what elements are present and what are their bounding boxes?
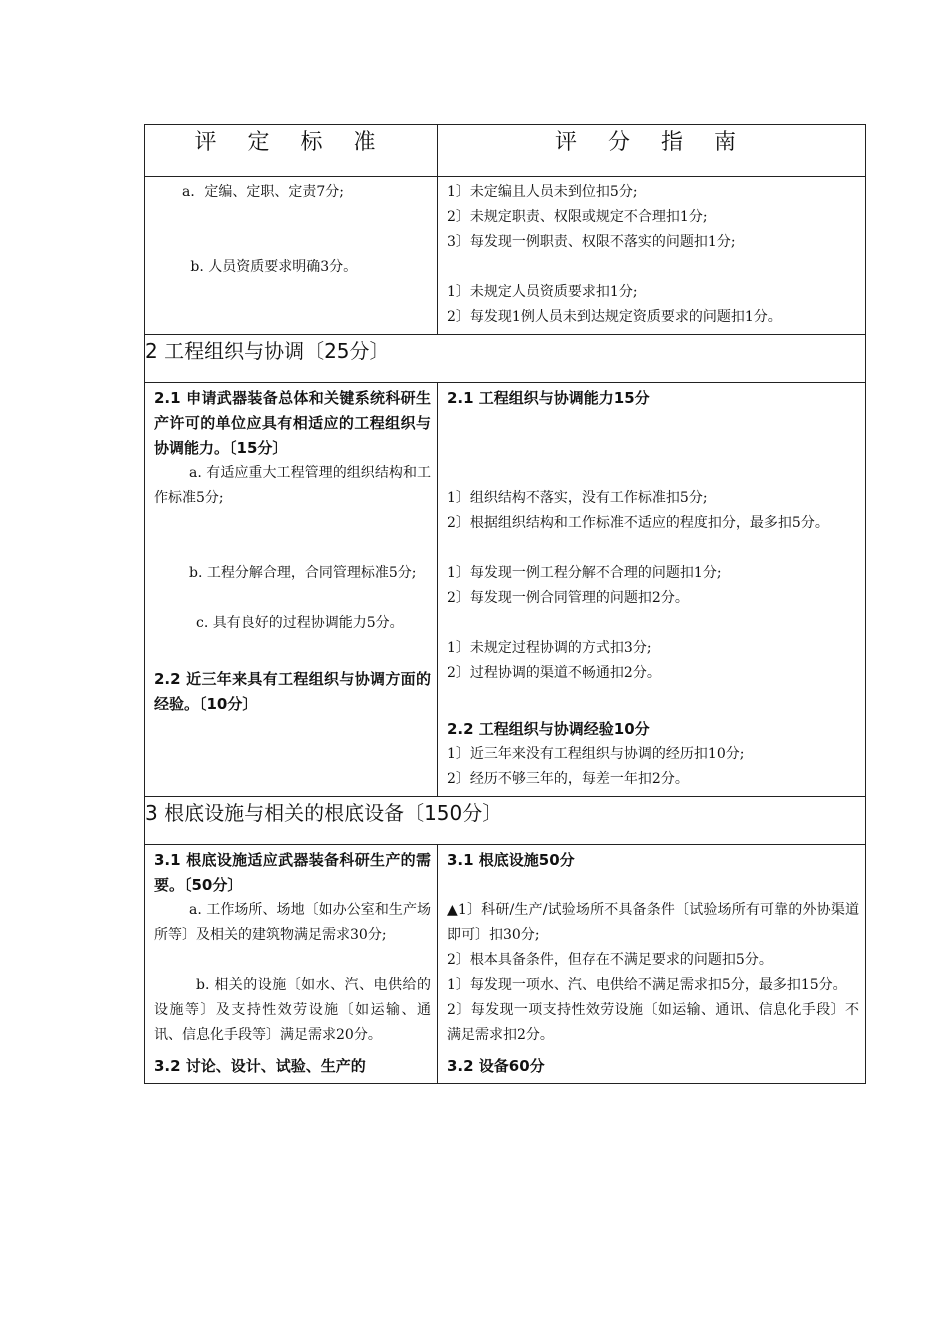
guide-item: 2〕每发现一项支持性效劳设施〔如运输、通讯、信息化手段〕不满足需求扣2分。 <box>447 1002 859 1043</box>
guide-cell <box>438 845 866 1084</box>
header-guide: 评 分 指 南 <box>438 125 866 177</box>
guide-item: 2〕根据组织结构和工作标准不适应的程度扣分，最多扣5分。 <box>447 515 829 531</box>
guide-item: 1〕近三年来没有工程组织与协调的经历扣10分; <box>447 746 745 762</box>
section-2-title: 2 工程组织与协调〔25分〕 <box>145 335 866 383</box>
section-row <box>145 797 866 845</box>
criterion-b: b. 人员资质要求明确3分。 <box>190 259 358 275</box>
subsection-2-1-criterion: 2.1 申请武器装备总体和关键系统科研生产许可的单位应具有相适应的工程组织与协调能力。〔15分〕 <box>154 389 431 457</box>
subsection-2-2-guide: 2.2 工程组织与协调经验10分 <box>447 720 650 738</box>
guide-item: 2〕过程协调的渠道不畅通扣2分。 <box>447 665 661 681</box>
section-row <box>145 335 866 383</box>
guide-item: 2〕每发现1例人员未到达规定资质要求的问题扣1分。 <box>447 309 782 325</box>
guide-item: ▲1〕科研/生产/试验场所不具备条件〔试验场所有可靠的外协渠道即可〕扣30分; <box>447 902 859 943</box>
guide-item: 2〕每发现一例合同管理的问题扣2分。 <box>447 590 689 606</box>
guide-item: 1〕未定编且人员未到位扣5分; <box>447 184 638 200</box>
subsection-3-2-guide: 3.2 设备60分 <box>447 1057 545 1075</box>
guide-item: 1〕每发现一例工程分解不合理的问题扣1分; <box>447 565 722 581</box>
criterion-b: b. 工程分解合理，合同管理标准5分; <box>189 565 417 581</box>
subsection-2-2-criterion: 2.2 近三年来具有工程组织与协调方面的经验。〔10分〕 <box>154 670 431 713</box>
criterion-c: c. 具有良好的过程协调能力5分。 <box>196 615 404 631</box>
table-row <box>145 383 866 797</box>
guide-item: 1〕未规定过程协调的方式扣3分; <box>447 640 652 656</box>
subsection-3-1-criterion: 3.1 根底设施适应武器装备科研生产的需要。〔50分〕 <box>154 851 431 894</box>
criteria-cell <box>145 845 438 1084</box>
subsection-3-1-guide: 3.1 根底设施50分 <box>447 851 575 869</box>
table-row <box>145 845 866 1084</box>
guide-cell <box>438 383 866 797</box>
criterion-a: a. 有适应重大工程管理的组织结构和工作标准5分; <box>154 465 431 506</box>
subsection-3-2-criterion: 3.2 讨论、设计、试验、生产的 <box>154 1057 366 1075</box>
guide-item: 1〕组织结构不落实，没有工作标准扣5分; <box>447 490 708 506</box>
criterion-a: a．定编、定职、定责7分; <box>182 184 344 200</box>
criterion-a: a. 工作场所、场地〔如办公室和生产场所等〕及相关的建筑物满足需求30分; <box>154 902 431 943</box>
guide-cell <box>438 177 866 335</box>
guide-item: 3〕每发现一例职责、权限不落实的问题扣1分; <box>447 234 736 250</box>
header-criteria: 评 定 标 准 <box>145 125 438 177</box>
guide-item: 1〕未规定人员资质要求扣1分; <box>447 284 638 300</box>
table-row <box>145 177 866 335</box>
criteria-cell <box>145 177 438 335</box>
subsection-2-1-guide: 2.1 工程组织与协调能力15分 <box>447 389 650 407</box>
guide-item: 1〕每发现一项水、汽、电供给不满足需求扣5分，最多扣15分。 <box>447 977 847 993</box>
guide-item: 2〕未规定职责、权限或规定不合理扣1分; <box>447 209 708 225</box>
guide-item: 2〕根本具备条件，但存在不满足要求的问题扣5分。 <box>447 952 773 968</box>
criterion-b: b. 相关的设施〔如水、汽、电供给的设施等〕及支持性效劳设施〔如运输、通讯、信息化手段等〕满足需求20分。 <box>154 977 431 1043</box>
table-header-row <box>145 125 866 177</box>
criteria-cell <box>145 383 438 797</box>
evaluation-table <box>144 124 866 1084</box>
section-3-title: 3 根底设施与相关的根底设备〔150分〕 <box>145 797 866 845</box>
guide-item: 2〕经历不够三年的，每差一年扣2分。 <box>447 771 689 787</box>
